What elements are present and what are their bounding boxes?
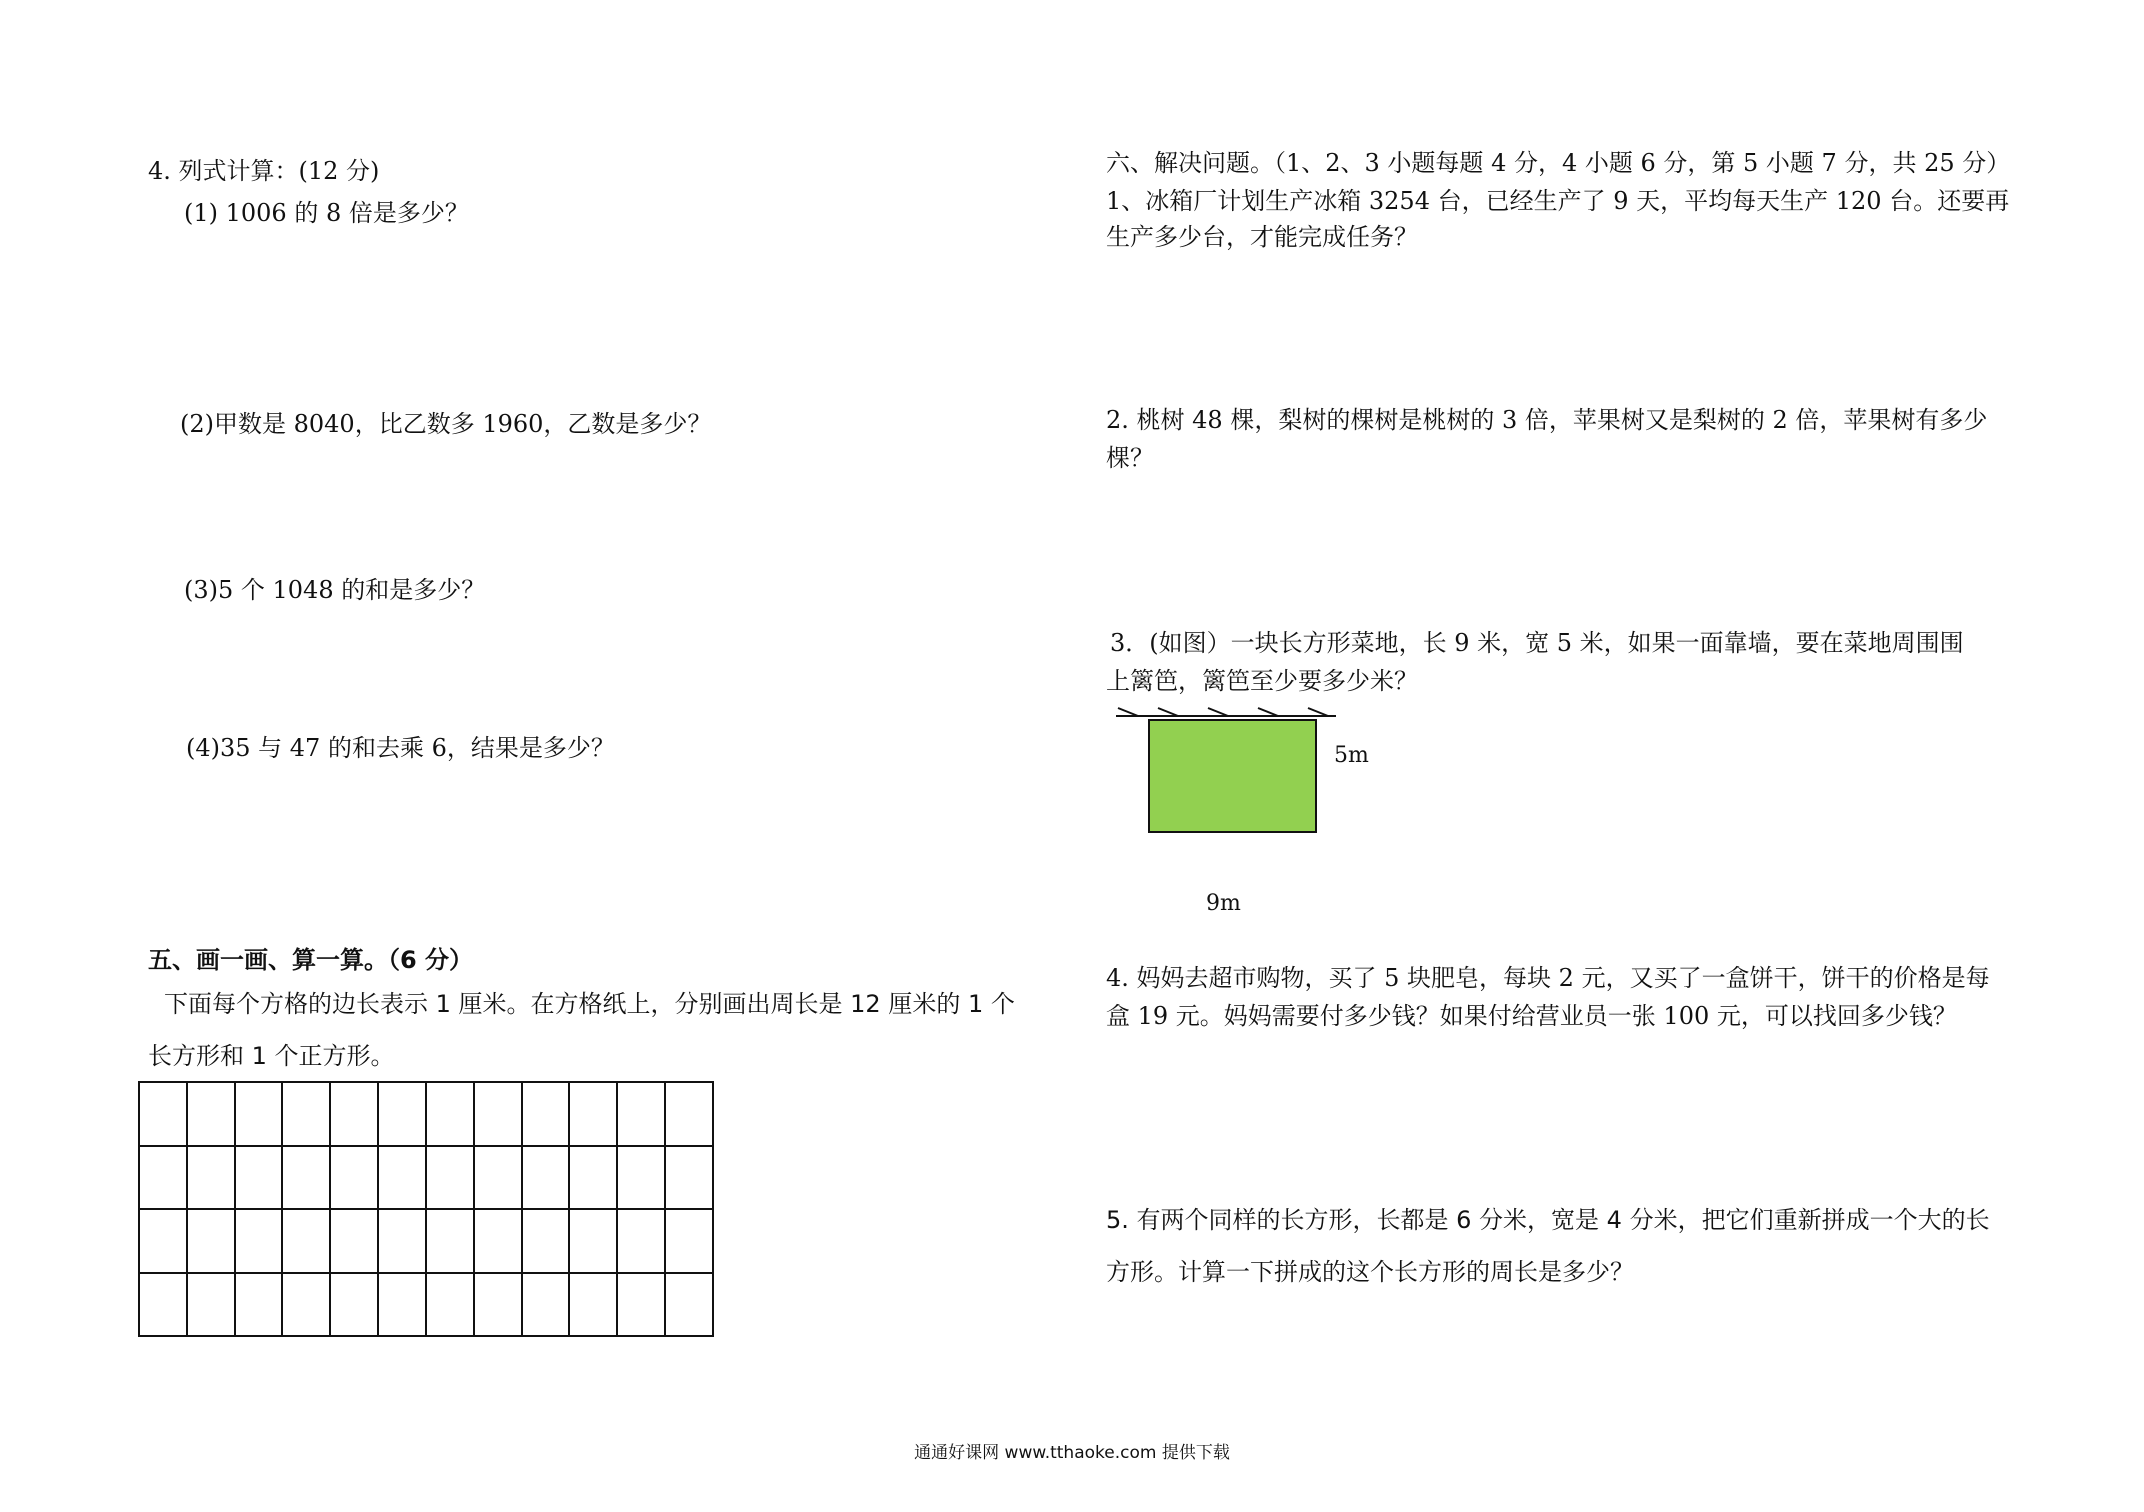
q4-item-2: (2)甲数是 8040，比乙数多 1960，乙数是多少？ <box>180 410 712 438</box>
grid-cell <box>427 1210 475 1274</box>
problem-2-line2: 棵？ <box>1106 444 1154 472</box>
grid-cell <box>618 1210 666 1274</box>
grid-cell <box>379 1147 427 1211</box>
q4-title: 4. 列式计算：(12 分) <box>148 157 380 185</box>
problem-3-line1: 3．(如图）一块长方形菜地，长 9 米，宽 5 米，如果一面靠墙，要在菜地周围围 <box>1110 629 1964 657</box>
grid-cell <box>570 1274 618 1338</box>
vegetable-plot-figure <box>1108 700 1338 840</box>
section-5-title: 五、画一画、算一算。（6 分） <box>148 946 474 974</box>
section-5-instruction-line1: 下面每个方格的边长表示 1 厘米。在方格纸上，分别画出周长是 12 厘米的 1 个 <box>164 990 1015 1018</box>
q4-item-4: (4)35 与 47 的和去乘 6，结果是多少？ <box>186 734 615 762</box>
footer-source: 通通好课网 www.tthaoke.com 提供下载 <box>914 1443 1230 1463</box>
grid-cell <box>475 1274 523 1338</box>
grid-cell <box>475 1210 523 1274</box>
grid-cell <box>188 1083 236 1147</box>
grid-cell <box>427 1147 475 1211</box>
grid-cell <box>570 1210 618 1274</box>
grid-cell <box>523 1083 571 1147</box>
q4-item-1: (1) 1006 的 8 倍是多少？ <box>184 199 469 227</box>
wall-hatch-marks <box>1118 708 1328 716</box>
grid-cell <box>140 1083 188 1147</box>
vegetable-plot-rectangle <box>1149 720 1316 832</box>
grid-cell <box>618 1147 666 1211</box>
problem-5-line2: 方形。计算一下拼成的这个长方形的周长是多少？ <box>1106 1258 1634 1286</box>
grid-cell <box>140 1147 188 1211</box>
grid-cell <box>283 1210 331 1274</box>
grid-cell <box>666 1274 714 1338</box>
grid-cell <box>283 1147 331 1211</box>
problem-1-line2: 生产多少台，才能完成任务？ <box>1106 223 1418 251</box>
grid-cell <box>283 1083 331 1147</box>
grid-cell <box>188 1274 236 1338</box>
problem-4-line1: 4. 妈妈去超市购物，买了 5 块肥皂，每块 2 元，又买了一盒饼干，饼干的价格是每 <box>1106 964 1990 992</box>
figure-length-label: 9m <box>1206 891 1241 916</box>
problem-3-line2: 上篱笆，篱笆至少要多少米？ <box>1106 667 1418 695</box>
grid-cell <box>666 1083 714 1147</box>
grid-cell <box>570 1147 618 1211</box>
grid-cell <box>618 1274 666 1338</box>
grid-cell <box>618 1083 666 1147</box>
grid-cell <box>283 1274 331 1338</box>
grid-cell <box>140 1274 188 1338</box>
grid-cell <box>188 1147 236 1211</box>
grid-cell <box>331 1210 379 1274</box>
grid-cell <box>523 1274 571 1338</box>
grid-cell <box>475 1147 523 1211</box>
grid-cell <box>236 1147 284 1211</box>
grid-cell <box>475 1083 523 1147</box>
problem-5-line1: 5. 有两个同样的长方形，长都是 6 分米，宽是 4 分米，把它们重新拼成一个大的长 <box>1106 1206 1990 1234</box>
grid-cell <box>331 1083 379 1147</box>
square-grid-paper <box>138 1081 714 1337</box>
section-5-instruction-line2: 长方形和 1 个正方形。 <box>148 1042 395 1070</box>
grid-cell <box>427 1274 475 1338</box>
grid-cell <box>379 1210 427 1274</box>
grid-cell <box>523 1147 571 1211</box>
grid-cell <box>331 1274 379 1338</box>
grid-cell <box>188 1210 236 1274</box>
problem-1-line1: 1、冰箱厂计划生产冰箱 3254 台，已经生产了 9 天，平均每天生产 120 台。还要再 <box>1106 187 2010 215</box>
grid-cell <box>379 1274 427 1338</box>
grid-cell <box>427 1083 475 1147</box>
grid-cell <box>140 1210 188 1274</box>
q4-item-3: (3)5 个 1048 的和是多少？ <box>184 576 486 604</box>
grid-cell <box>523 1210 571 1274</box>
grid-cell <box>570 1083 618 1147</box>
section-6-title: 六、解决问题。（1、2、3 小题每题 4 分，4 小题 6 分，第 5 小题 7 分，共 25 分） <box>1106 149 2011 177</box>
grid-cell <box>666 1147 714 1211</box>
grid-cell <box>666 1210 714 1274</box>
grid-cell <box>236 1083 284 1147</box>
grid-cell <box>331 1147 379 1211</box>
problem-4-line2: 盒 19 元。妈妈需要付多少钱？如果付给营业员一张 100 元，可以找回多少钱？ <box>1106 1002 1957 1030</box>
figure-width-label: 5m <box>1334 743 1369 768</box>
problem-2-line1: 2. 桃树 48 棵，梨树的棵树是桃树的 3 倍，苹果树又是梨树的 2 倍，苹果树有多少 <box>1106 406 1988 434</box>
grid-cell <box>236 1210 284 1274</box>
grid-cell <box>379 1083 427 1147</box>
grid-cell <box>236 1274 284 1338</box>
